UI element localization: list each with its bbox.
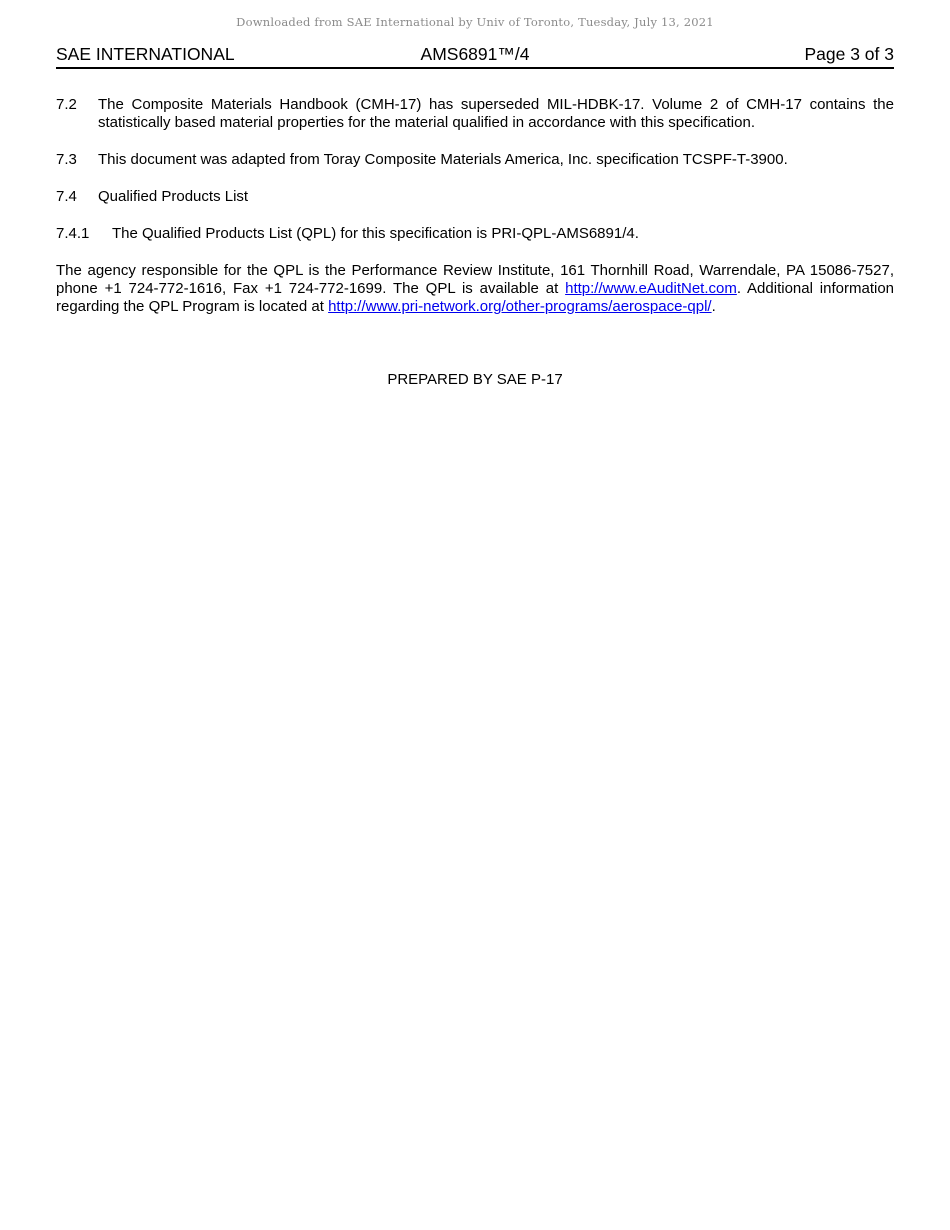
clause-heading: Qualified Products List [98,188,249,205]
clause-7-4 [56,188,894,206]
page-header [56,44,894,69]
clause-7-2 [56,96,894,132]
agency-text-2: . Additional information regarding the QPL Program is located at [56,280,894,315]
clause-number: 7.3 [56,151,77,168]
header-document-number: AMS6891™/4 [420,44,530,64]
pri-network-qpl-link[interactable]: http://www.pri-network.org/other-programs/aerospace-qpl/ [328,298,712,315]
qpl-agency-paragraph [56,262,894,316]
eauditnet-link[interactable]: http://www.eAuditNet.com [565,280,737,297]
clause-number: 7.4.1 [56,225,90,242]
clause-number: 7.4 [56,188,77,205]
clause-7-4-1 [56,225,894,243]
clause-text: The Qualified Products List (QPL) for this specification is PRI-QPL-AMS6891/4. [112,225,639,242]
prepared-by-line: PREPARED BY SAE P-17 [387,371,563,388]
clause-number: 7.2 [56,96,77,113]
header-organization: SAE INTERNATIONAL [56,44,235,64]
download-watermark: Downloaded from SAE International by Univ of Toronto, Tuesday, July 13, 2021 [236,15,714,29]
document-body [56,96,894,389]
header-page-indicator: Page 3 of 3 [804,44,894,64]
agency-text-3: . [711,298,716,315]
clause-7-3 [56,151,894,169]
clause-text: The Composite Materials Handbook (CMH-17) has superseded MIL-HDBK-17. Volume 2 of CMH-17 contains the statistically based material properties for the material qualified in accordance with this specification. [98,96,894,131]
agency-text-1: The agency responsible for the QPL is the Performance Review Institute, 161 Thornhill Road, Warrendale, PA 15086-7527, phone +1 724-772-1616, Fax +1 724-772-1699. The QPL is available at [56,262,894,297]
clause-text: This document was adapted from Toray Composite Materials America, Inc. specification TCSPF-T-3900. [98,151,788,168]
